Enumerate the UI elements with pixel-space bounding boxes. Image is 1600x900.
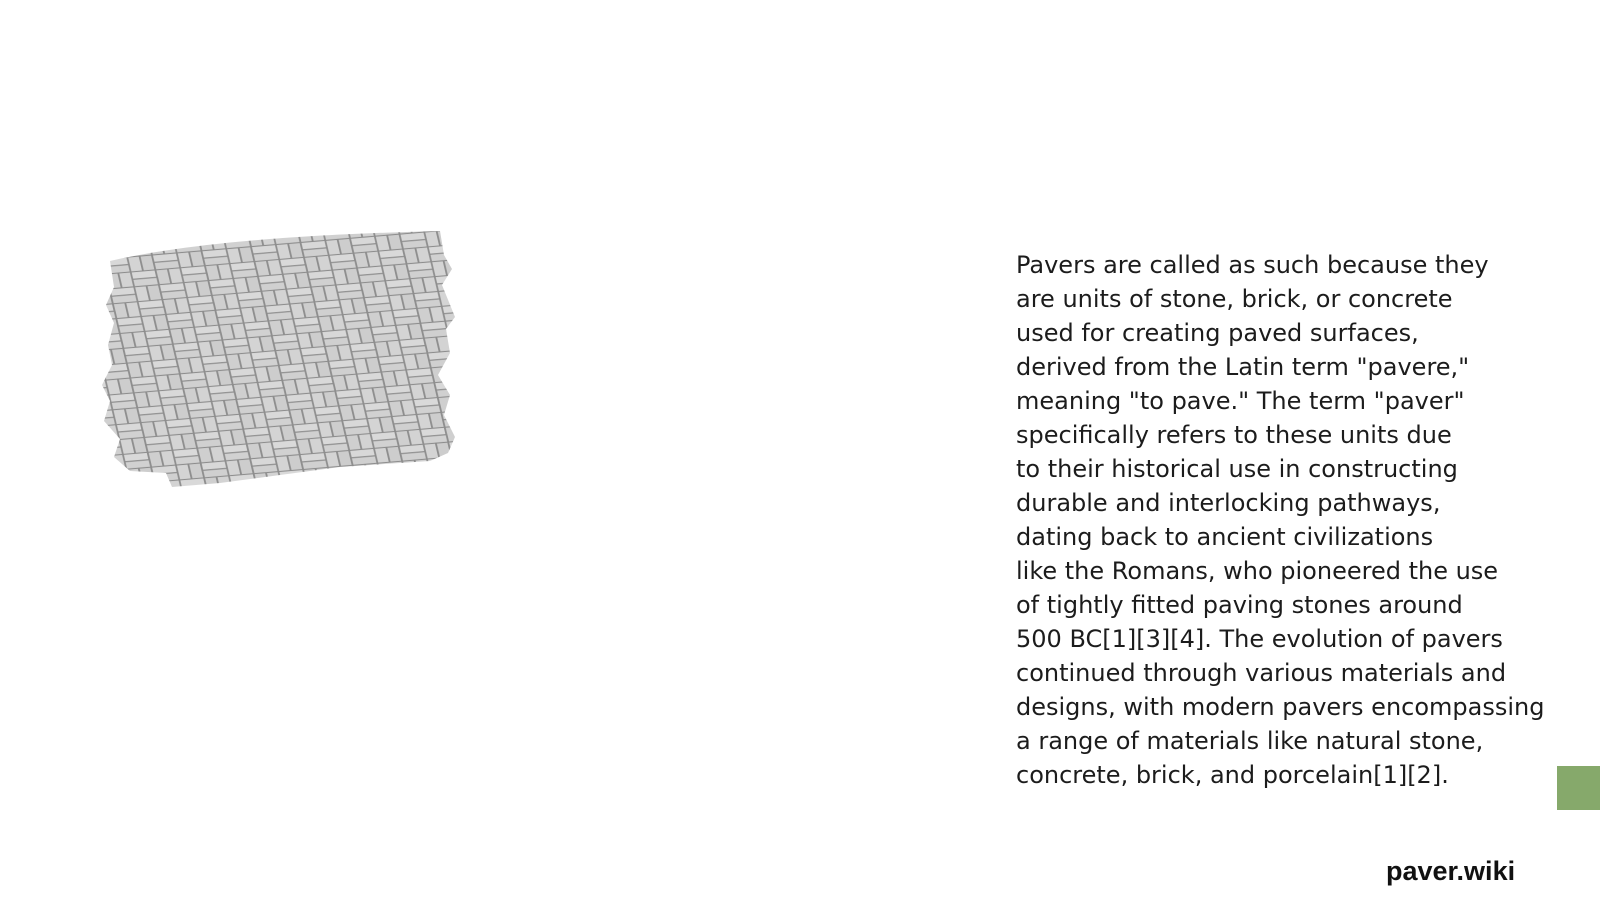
article-line: durable and interlocking pathways, — [1016, 489, 1441, 517]
article-line: continued through various materials and — [1016, 659, 1507, 687]
article-line: Pavers are called as such because they — [1016, 251, 1489, 279]
article-paragraph — [1016, 248, 1576, 792]
paver-pattern-image — [100, 225, 470, 500]
article-line: a range of materials like natural stone, — [1016, 727, 1484, 755]
article-line: to their historical use in constructing — [1016, 455, 1458, 483]
site-brand[interactable]: paver.wiki — [1386, 856, 1516, 886]
article-line: of tightly fitted paving stones around — [1016, 591, 1463, 619]
article-line: concrete, brick, and porcelain[1][2]. — [1016, 761, 1449, 789]
article-line: derived from the Latin term "pavere," — [1016, 353, 1470, 381]
article-line: are units of stone, brick, or concrete — [1016, 285, 1453, 313]
article-line: designs, with modern pavers encompassing — [1016, 693, 1545, 721]
article-line: dating back to ancient civilizations — [1016, 523, 1434, 551]
article-line: like the Romans, who pioneered the use — [1016, 557, 1499, 585]
accent-block — [1557, 766, 1600, 810]
article-line: specifically refers to these units due — [1016, 421, 1452, 449]
article-line: 500 BC[1][3][4]. The evolution of pavers — [1016, 625, 1503, 653]
article-line: meaning "to pave." The term "paver" — [1016, 387, 1465, 415]
article-line: used for creating paved surfaces, — [1016, 319, 1419, 347]
